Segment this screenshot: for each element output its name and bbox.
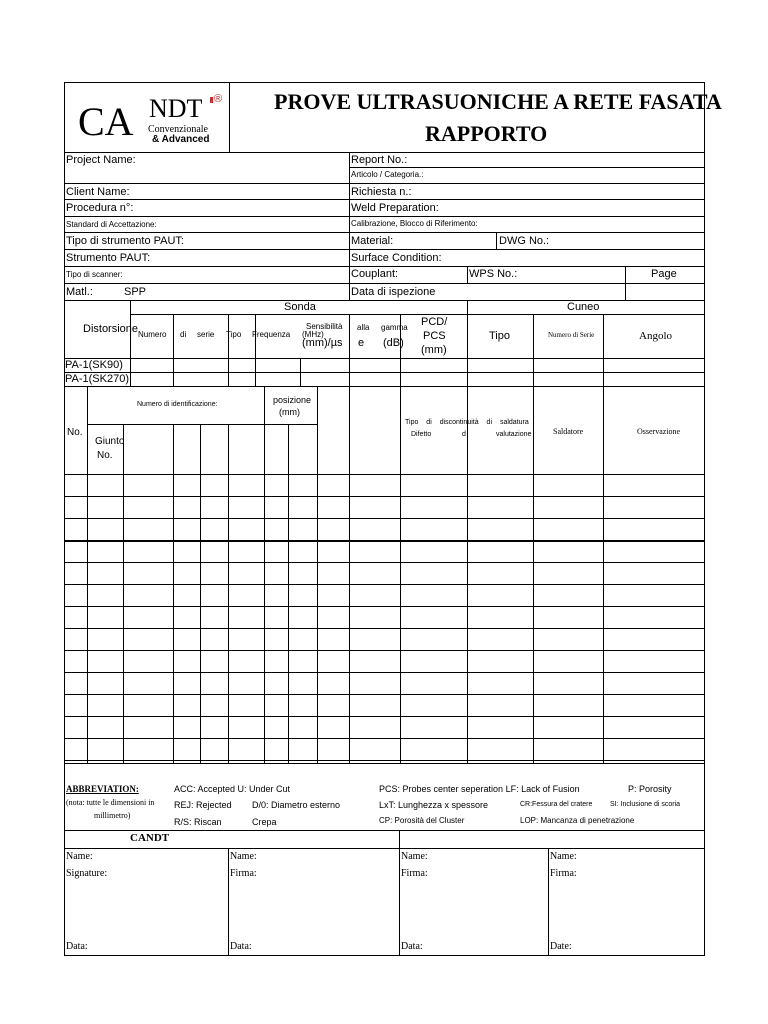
sonda-label: Sonda: [284, 301, 316, 313]
logo-registered: ®: [214, 93, 223, 105]
abbr-note-2: millimetro): [94, 811, 131, 820]
abbr-si: SI: Inclusione di scoria: [610, 801, 681, 808]
mm-us-label: (mm)/µs: [302, 337, 343, 349]
abbr-pcs: PCS: Probes center seperation LF: Lack of Fusion: [379, 784, 580, 794]
frequenza-label: Frequenza: [252, 330, 291, 339]
sig4-signature: Firma:: [550, 868, 577, 879]
giunto-label: Giunto: [95, 436, 125, 447]
posizione-label: posizione: [273, 395, 312, 405]
probe-row-1: PA-1(SK90): [65, 359, 123, 371]
couplant-label: Couplant:: [351, 268, 399, 280]
numero-label: Numero: [138, 330, 167, 339]
wps-label: WPS No.:: [469, 268, 518, 280]
numero-id-label: Numero di identificazione:: [137, 401, 218, 408]
sig2-signature: Firma:: [230, 868, 257, 879]
abbr-porosity: P: Porosity: [628, 784, 672, 794]
sig2-name: Name:: [230, 851, 257, 862]
sig1-signature: Signature:: [66, 868, 108, 879]
data-ispezione-label: Data di ispezione: [351, 286, 436, 298]
scanner-label: Tipo di scanner:: [66, 270, 123, 279]
valutazione-label: valutazione: [496, 431, 532, 438]
difetto-label: Difetto: [411, 431, 432, 438]
pcd-label-2: PCS: [423, 330, 446, 342]
tipo-di-disc-label: Tipo di discontinuità di saldatura: [405, 419, 529, 426]
sig2-date: Data:: [230, 941, 252, 952]
tipo-label: Tipo: [489, 330, 510, 342]
tipo-small-label: Tipo: [226, 330, 242, 339]
abbr-cp: CP: Porosità del Cluster: [379, 816, 465, 825]
angolo-label: Angolo: [639, 330, 672, 342]
abbr-d0: D/0: Diametro esterno: [252, 800, 341, 810]
sig3-signature: Firma:: [401, 868, 428, 879]
distorsione-label: Distorsione: [83, 323, 139, 335]
abbr-crepa: Crepa: [252, 817, 277, 827]
cuneo-label: Cuneo: [567, 301, 600, 313]
pcd-label-1: PCD/: [421, 316, 448, 328]
di-label: di: [180, 330, 187, 339]
company-logo: [78, 92, 228, 148]
weld-prep-label: Weld Preparation:: [351, 202, 439, 214]
pcd-label-3: (mm): [421, 344, 447, 356]
posizione-mm-label: (mm): [279, 407, 300, 417]
abbreviation-label: ABBREVIATION:: [66, 784, 139, 794]
abbr-rej: REJ: Rejected: [174, 800, 232, 810]
db-label: (dB): [383, 337, 404, 349]
d-label: d: [462, 431, 466, 438]
mhz-label: (MHz): [302, 330, 324, 339]
abbr-acc: ACC: Accepted U: Under Cut: [174, 784, 291, 794]
report-subtitle: RAPPORTO: [425, 121, 548, 146]
no-label: No.: [67, 427, 83, 438]
sensibilita-label: Sensibilità: [306, 322, 343, 331]
abbr-note-1: (nota: tutte le dimensioni in: [66, 798, 155, 807]
probe-row-2: PA-1(SK270): [65, 373, 129, 385]
sig4-name: Name:: [550, 851, 577, 862]
sig4-date: Date:: [550, 941, 572, 952]
project-name-label: Project Name:: [66, 154, 136, 166]
abbr-lop: LOP: Mancanza di penetrazione: [520, 816, 635, 825]
logo-convenzionale: Convenzionale: [148, 124, 208, 135]
abbr-cr: CR:Fessura del cratere: [520, 801, 593, 808]
saldatore-label: Saldatore: [553, 427, 584, 436]
procedura-label: Procedura n°:: [66, 202, 134, 214]
dwg-label: DWG No.:: [499, 235, 550, 247]
tipo-strumento-label: Tipo di strumento PAUT:: [66, 235, 184, 247]
abbr-rs: R/S: Riscan: [174, 817, 222, 827]
articolo-label: Articolo / Categoria.:: [351, 170, 424, 179]
strumento-label: Strumento PAUT:: [66, 252, 151, 264]
matl-label: Matl.:: [66, 286, 93, 298]
abbr-lxt: LxT: Lunghezza x spessore: [379, 800, 489, 810]
report-no-label: Report No.:: [351, 154, 408, 166]
serie-label: serie: [197, 330, 215, 339]
calibrazione-label: Calibrazione, Blocco di Riferimento:: [351, 219, 478, 228]
report-title: PROVE ULTRASUONICHE A RETE FASATA: [274, 89, 722, 114]
standard-label: Standard di Accettazione:: [66, 220, 157, 229]
osservazione-label: Osservazione: [637, 427, 681, 436]
e-label: e: [358, 337, 365, 349]
material-label: Material:: [351, 235, 394, 247]
surface-label: Surface Condition:: [351, 252, 442, 264]
logo-ndt: NDT: [149, 94, 203, 123]
page-label: Page: [651, 268, 677, 280]
client-name-label: Client Name:: [66, 186, 130, 198]
sig1-date: Data:: [66, 941, 88, 952]
candt-label: CANDT: [130, 832, 170, 844]
alla-label: alla: [357, 323, 370, 332]
sig3-name: Name:: [401, 851, 428, 862]
richiesta-label: Richiesta n.:: [351, 186, 412, 198]
numero-serie-label: Numero di Serie: [548, 331, 595, 339]
sig3-date: Data:: [401, 941, 423, 952]
matl-value: SPP: [124, 286, 147, 298]
giunto-no-label: No.: [97, 450, 113, 461]
sig1-name: Name:: [66, 851, 93, 862]
logo-ca: CA: [78, 99, 134, 144]
logo-dash-red: [210, 97, 213, 103]
logo-advanced: & Advanced: [152, 134, 210, 145]
gamma-label: gamma: [381, 323, 408, 332]
